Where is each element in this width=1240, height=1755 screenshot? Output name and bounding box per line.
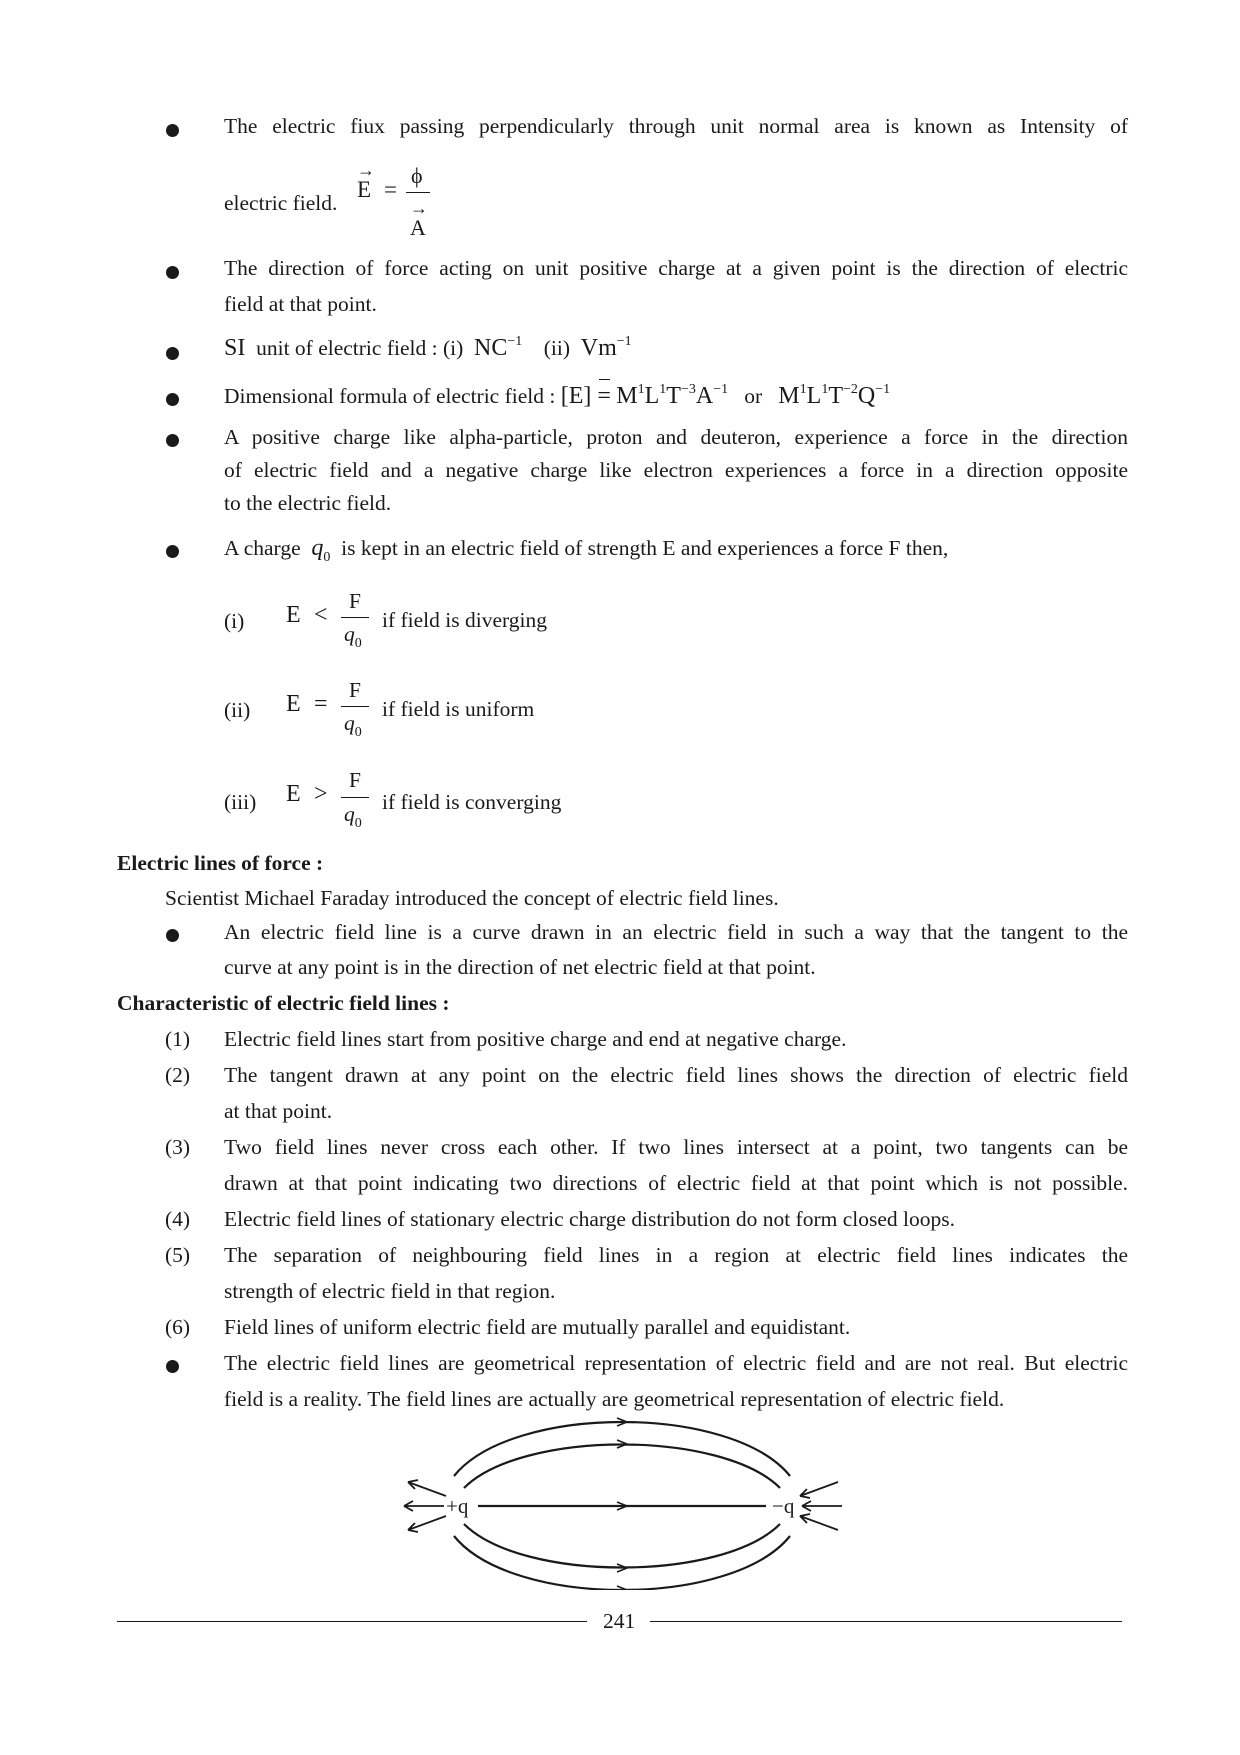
dim-exponent: −1 [713, 382, 729, 397]
positive-charge-line1: A positive charge like alpha-particle, proton and deuteron, experience a force in the direction [224, 425, 1128, 449]
case-den-sub: 0 [354, 725, 362, 740]
case-den-sub: 0 [354, 816, 362, 831]
list-item-text-cont: strength of electric field in that region. [224, 1279, 556, 1303]
list-item-number: (1) [165, 1027, 191, 1051]
positive-charge-label: +q [446, 1494, 469, 1518]
dim-exponent: 1 [637, 382, 645, 397]
charge-in-field-line [224, 530, 948, 570]
bullet-icon [166, 434, 179, 447]
outward-arrow-icon [404, 1501, 444, 1511]
bullet-icon [166, 545, 179, 558]
field-line-inner-bottom [464, 1524, 780, 1568]
dim-symbol: M [616, 383, 638, 409]
case-denominator [344, 705, 362, 745]
dim-exponent: −1 [875, 382, 891, 397]
flux-definition-line2: electric field. [224, 191, 338, 215]
list-item-text-cont: drawn at that point indicating two directions of electric field at that point which is not possible. [224, 1171, 1128, 1195]
formula-denominator: A [410, 215, 426, 240]
case-numerator: F [349, 768, 361, 792]
vector-arrow-icon: → [357, 160, 375, 180]
dim-symbol: L [644, 383, 660, 409]
dim-symbol: T [828, 383, 843, 409]
geometric-note-line2: field is a reality. The field lines are actually are geometrical representation of electric field. [224, 1387, 1005, 1411]
unit-vm-exponent: −1 [616, 334, 632, 349]
list-item-text-cont: at that point. [224, 1099, 333, 1123]
dimensional-label: Dimensional formula of electric field : [224, 384, 556, 408]
outward-arrow-icon [408, 1480, 446, 1496]
case-den-q: q [344, 802, 355, 826]
formula-numerator: ϕ [411, 163, 423, 188]
field-line-outer-top [454, 1422, 790, 1476]
list-item-text: The separation of neighbouring field lines in a region at electric field lines indicates the [224, 1243, 1128, 1267]
dim-symbol: M [778, 383, 800, 409]
formula-lhs: E [357, 177, 372, 202]
dim-exponent: 1 [659, 382, 667, 397]
field-lines-diagram [392, 1410, 852, 1590]
bullet-icon [166, 929, 179, 942]
unit-nc: NC [474, 335, 508, 361]
negative-charge-label: −q [772, 1494, 795, 1518]
si-text: unit of electric field : (i) [256, 336, 464, 360]
vector-arrow-icon [599, 379, 610, 380]
charge-post: is kept in an electric field of strength E and experiences a force F then, [341, 536, 949, 560]
field-line-outer-bottom [454, 1536, 790, 1590]
bullet-icon [166, 393, 179, 406]
direction-line1: The direction of force acting on unit positive charge at a given point is the direction of electric [224, 256, 1128, 280]
section-heading-lines-of-force: Electric lines of force : [117, 851, 324, 875]
direction-line2: field at that point. [224, 292, 377, 316]
case-den-sub: 0 [354, 636, 362, 651]
footer-rule-right [650, 1621, 1122, 1622]
list-item-number: (5) [165, 1243, 191, 1267]
case-numerator: F [349, 589, 361, 613]
si-unit-line [224, 330, 632, 370]
case-denominator [344, 796, 362, 836]
case-den-q: q [344, 711, 355, 735]
list-item-number: (6) [165, 1315, 191, 1339]
inward-arrow-icon [800, 1482, 838, 1498]
si-label: SI [224, 335, 246, 361]
list-item-text: Electric field lines of stationary electric charge distribution do not form closed loops. [224, 1207, 955, 1231]
case-denominator [344, 616, 362, 656]
si-mid: (ii) [543, 336, 571, 360]
dim-exponent: −3 [680, 382, 696, 397]
case-number: (ii) [224, 698, 251, 722]
case-operator: = [314, 691, 328, 717]
inward-arrow-icon [800, 1514, 838, 1530]
list-item-text: Electric field lines start from positive charge and end at negative charge. [224, 1027, 847, 1051]
dim-symbol: A [695, 383, 714, 409]
faraday-intro: Scientist Michael Faraday introduced the concept of electric field lines. [165, 886, 779, 910]
dim-symbol: Q [857, 383, 876, 409]
flux-definition-line1: The electric fiux passing perpendicularly through unit normal area is known as Intensity of [224, 114, 1128, 138]
case-condition: if field is diverging [382, 608, 548, 632]
positive-charge-line2: of electric field and a negative charge like electron experiences a force in a direction opposite [224, 458, 1128, 482]
list-item-number: (3) [165, 1135, 191, 1159]
bullet-icon [166, 266, 179, 279]
dimensional-lhs: [E] = [560, 383, 611, 409]
list-item-number: (2) [165, 1063, 191, 1087]
bullet-icon [166, 124, 179, 137]
charge-pre: A charge [224, 536, 301, 560]
unit-nc-exponent: −1 [507, 334, 523, 349]
vector-arrow-icon: → [410, 198, 428, 218]
case-lhs: E [286, 691, 301, 717]
list-item-number: (4) [165, 1207, 191, 1231]
charge-subscript: 0 [323, 550, 331, 565]
case-numerator: F [349, 678, 361, 702]
case-condition: if field is uniform [382, 697, 535, 721]
list-item-text: The tangent drawn at any point on the electric field lines shows the direction of electric field [224, 1063, 1128, 1087]
footer-rule-left [117, 1621, 587, 1622]
geometric-note-line1: The electric field lines are geometrical representation of electric field and are not real. But electric [224, 1351, 1128, 1375]
dim-exponent: 1 [821, 382, 829, 397]
case-number: (i) [224, 609, 245, 633]
list-item-text: Two field lines never cross each other. If two lines intersect at a point, two tangents can be [224, 1135, 1128, 1159]
positive-charge-line3: to the electric field. [224, 491, 392, 515]
dim-symbol: L [806, 383, 822, 409]
case-condition: if field is converging [382, 790, 562, 814]
dim-exponent: −2 [842, 382, 858, 397]
case-operator: < [314, 602, 328, 628]
bullet-icon [166, 1360, 179, 1373]
case-lhs: E [286, 781, 301, 807]
unit-vm: Vm [580, 335, 617, 361]
formula-equals: = [384, 177, 397, 202]
inward-arrow-icon [802, 1501, 842, 1511]
page-number: 241 [603, 1609, 636, 1633]
dim-exponent: 1 [799, 382, 807, 397]
dim-symbol: T [666, 383, 681, 409]
outward-arrow-icon [408, 1516, 446, 1532]
field-line-inner-top [464, 1445, 780, 1489]
case-number: (iii) [224, 790, 257, 814]
charge-symbol: q [311, 535, 324, 561]
or-text: or [744, 384, 763, 408]
case-operator: > [314, 781, 328, 807]
section-heading-characteristics: Characteristic of electric field lines : [117, 991, 450, 1015]
dimensional-formula-line [224, 378, 890, 418]
bullet-icon [166, 347, 179, 360]
case-lhs: E [286, 602, 301, 628]
case-den-q: q [344, 622, 355, 646]
field-line-definition-line1: An electric field line is a curve drawn in an electric field in such a way that the tangent to the [224, 920, 1128, 944]
list-item-text: Field lines of uniform electric field are mutually parallel and equidistant. [224, 1315, 851, 1339]
field-line-definition-line2: curve at any point is in the direction of net electric field at that point. [224, 955, 816, 979]
